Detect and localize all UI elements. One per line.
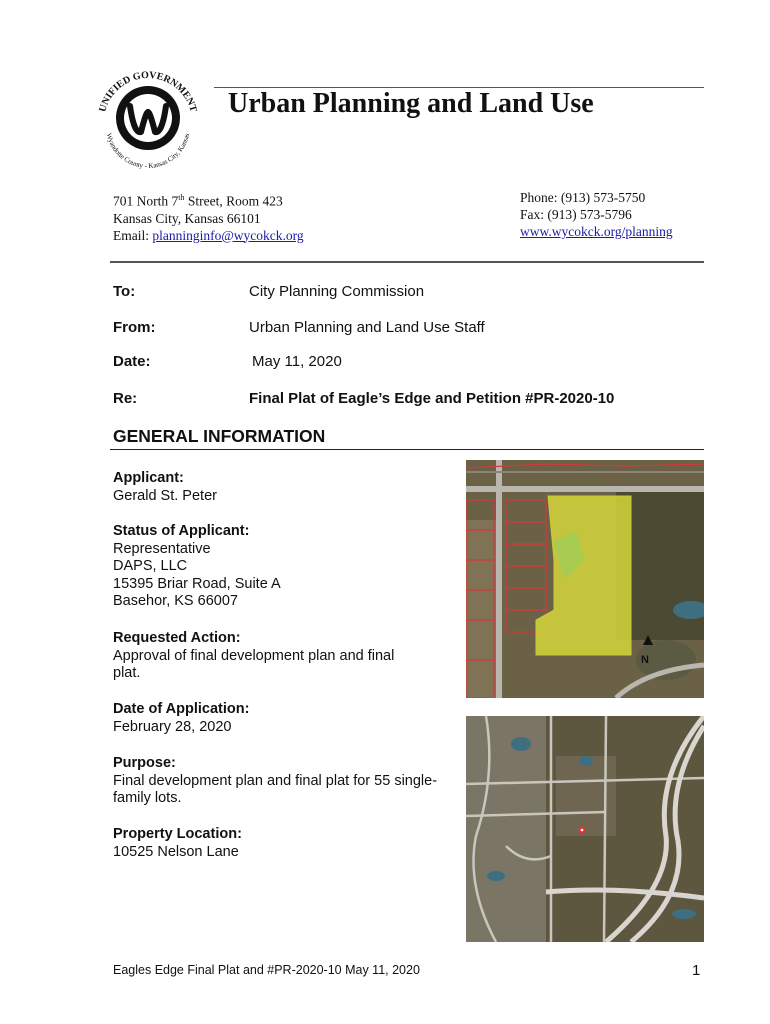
field-value: 15395 Briar Road, Suite A [113, 575, 281, 592]
memo-re-label: Re: [113, 390, 138, 407]
field-label: Requested Action: [113, 630, 241, 646]
memo-from-row [113, 319, 485, 336]
field-label: Property Location: [113, 826, 242, 842]
address-right [520, 189, 673, 240]
north-arrow-label: N [641, 654, 649, 666]
city-address: Kansas City, Kansas 66101 [113, 210, 261, 226]
county-seal-logo [86, 60, 210, 170]
memo-from-label: From: [113, 319, 156, 336]
field-value: Representative [113, 540, 211, 557]
address-left [113, 189, 304, 244]
email-line: Email: planninginfo@wycokck.org [113, 227, 304, 243]
website-link[interactable]: www.wycokck.org/planning [520, 224, 673, 239]
memo-re-value: Final Plat of Eagle’s Edge and Petition #PR-2020-10 [249, 390, 615, 407]
site-aerial-map [466, 460, 704, 698]
field-value: Approval of final development plan and final [113, 647, 395, 664]
memo-re-row [113, 390, 614, 407]
phone-number: Phone: (913) 573-5750 [520, 190, 646, 205]
memo-date-row [113, 353, 342, 370]
field-label: Status of Applicant: [113, 523, 250, 539]
seal-outer-text: UNIFIED GOVERNMENT [97, 69, 199, 114]
vicinity-aerial-map [466, 716, 704, 942]
general-information-heading: GENERAL INFORMATION [113, 426, 326, 446]
status-of-applicant-field [113, 523, 453, 611]
memo-date-label: Date: [113, 353, 151, 370]
date-of-application-field [113, 701, 453, 736]
field-value: Final development plan and final plat for 55 single- [113, 772, 438, 789]
email-link[interactable]: planninginfo@wycokck.org [152, 227, 304, 243]
property-location-field [113, 826, 453, 861]
memo-from-value: Urban Planning and Land Use Staff [249, 319, 485, 336]
memo-date-value: May 11, 2020 [252, 353, 342, 370]
field-label: Date of Application: [113, 701, 250, 717]
field-value: plat. [113, 665, 141, 681]
field-label: Applicant: [113, 470, 184, 486]
section-rule [110, 449, 704, 450]
purpose-field [113, 755, 453, 808]
applicant-field [113, 470, 453, 505]
fax-number: Fax: (913) 573-5796 [520, 207, 632, 222]
memo-to-row [113, 283, 424, 300]
address-rule [110, 261, 704, 263]
field-value: Basehor, KS 66007 [113, 593, 238, 609]
field-value: family lots. [113, 790, 182, 806]
requested-action-field [113, 630, 453, 683]
field-value: 10525 Nelson Lane [113, 843, 239, 860]
field-value: February 28, 2020 [113, 718, 232, 735]
page-title: Urban Planning and Land Use [228, 88, 594, 119]
memo-to-label: To: [113, 283, 136, 300]
field-label: Purpose: [113, 755, 176, 771]
field-value: Gerald St. Peter [113, 487, 217, 504]
page-number: 1 [692, 962, 701, 979]
seal-inner-text: Wyandotte County - Kansas City, Kansas [104, 132, 192, 170]
street-address: 701 North 7th Street, Room 423 [113, 193, 283, 209]
page-footer: Eagles Edge Final Plat and #PR-2020-10 May 11, 2020 [113, 963, 420, 977]
field-value: DAPS, LLC [113, 558, 188, 574]
memo-to-value: City Planning Commission [249, 283, 425, 300]
